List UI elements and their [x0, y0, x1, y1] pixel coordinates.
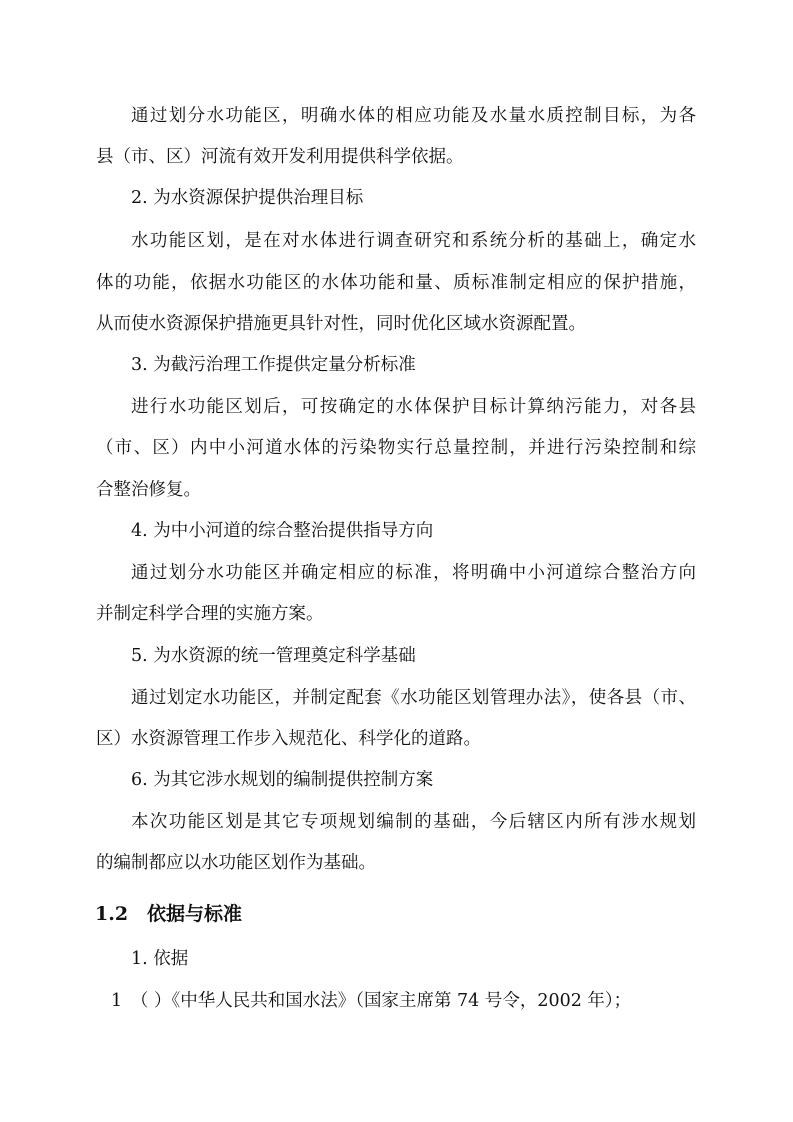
subheading-3: 3. 为截污治理工作提供定量分析标准: [131, 355, 416, 375]
basis-item: 1 （ ）《中华人民共和国水法》（国家主席第 74 号令，2002 年）；: [111, 991, 632, 1011]
paragraph-line: 水功能区划，是在对水体进行调查研究和系统分析的基础上，确定水: [131, 231, 696, 251]
subheading-2: 2. 为水资源保护提供治理目标: [131, 188, 364, 208]
paragraph-line: 体的功能，依据水功能区的水体功能和量、质标准制定相应的保护措施，: [96, 273, 696, 293]
paragraph-line: 区）水资源管理工作步入规范化、科学化的道路。: [96, 729, 481, 749]
section-heading: [95, 901, 242, 927]
paragraph-line: 通过划分水功能区，明确水体的相应功能及水量水质控制目标，为各: [131, 106, 696, 126]
subheading-6: 6. 为其它涉水规划的编制提供控制方案: [131, 770, 434, 790]
paragraph-line: 进行水功能区划后，可按确定的水体保护目标计算纳污能力，对各县: [131, 397, 696, 417]
paragraph-line: 通过划定水功能区，并制定配套《水功能区划管理办法》，使各县（市、: [131, 688, 696, 708]
paragraph-line: 合整治修复。: [96, 480, 201, 500]
basis-heading: 1. 依据: [131, 949, 189, 969]
section-title: 依据与标准: [147, 903, 243, 925]
section-number: 1.2: [95, 903, 129, 925]
paragraph-line: 的编制都应以水功能区划作为基础。: [96, 853, 376, 873]
paragraph-line: 从而使水资源保护措施更具针对性，同时优化区域水资源配置。: [96, 314, 586, 334]
paragraph-line: （市、区）内中小河道水体的污染物实行总量控制，并进行污染控制和综: [96, 438, 696, 458]
paragraph-line: 本次功能区划是其它专项规划编制的基础，今后辖区内所有涉水规划: [131, 812, 696, 832]
paragraph-line: 通过划分水功能区并确定相应的标准，将明确中小河道综合整治方向: [131, 563, 696, 583]
paragraph-line: 并制定科学合理的实施方案。: [96, 604, 324, 624]
paragraph-line: 县（市、区）河流有效开发利用提供科学依据。: [96, 147, 464, 167]
subheading-4: 4. 为中小河道的综合整治提供指导方向: [131, 521, 434, 541]
subheading-5: 5. 为水资源的统一管理奠定科学基础: [131, 646, 416, 666]
